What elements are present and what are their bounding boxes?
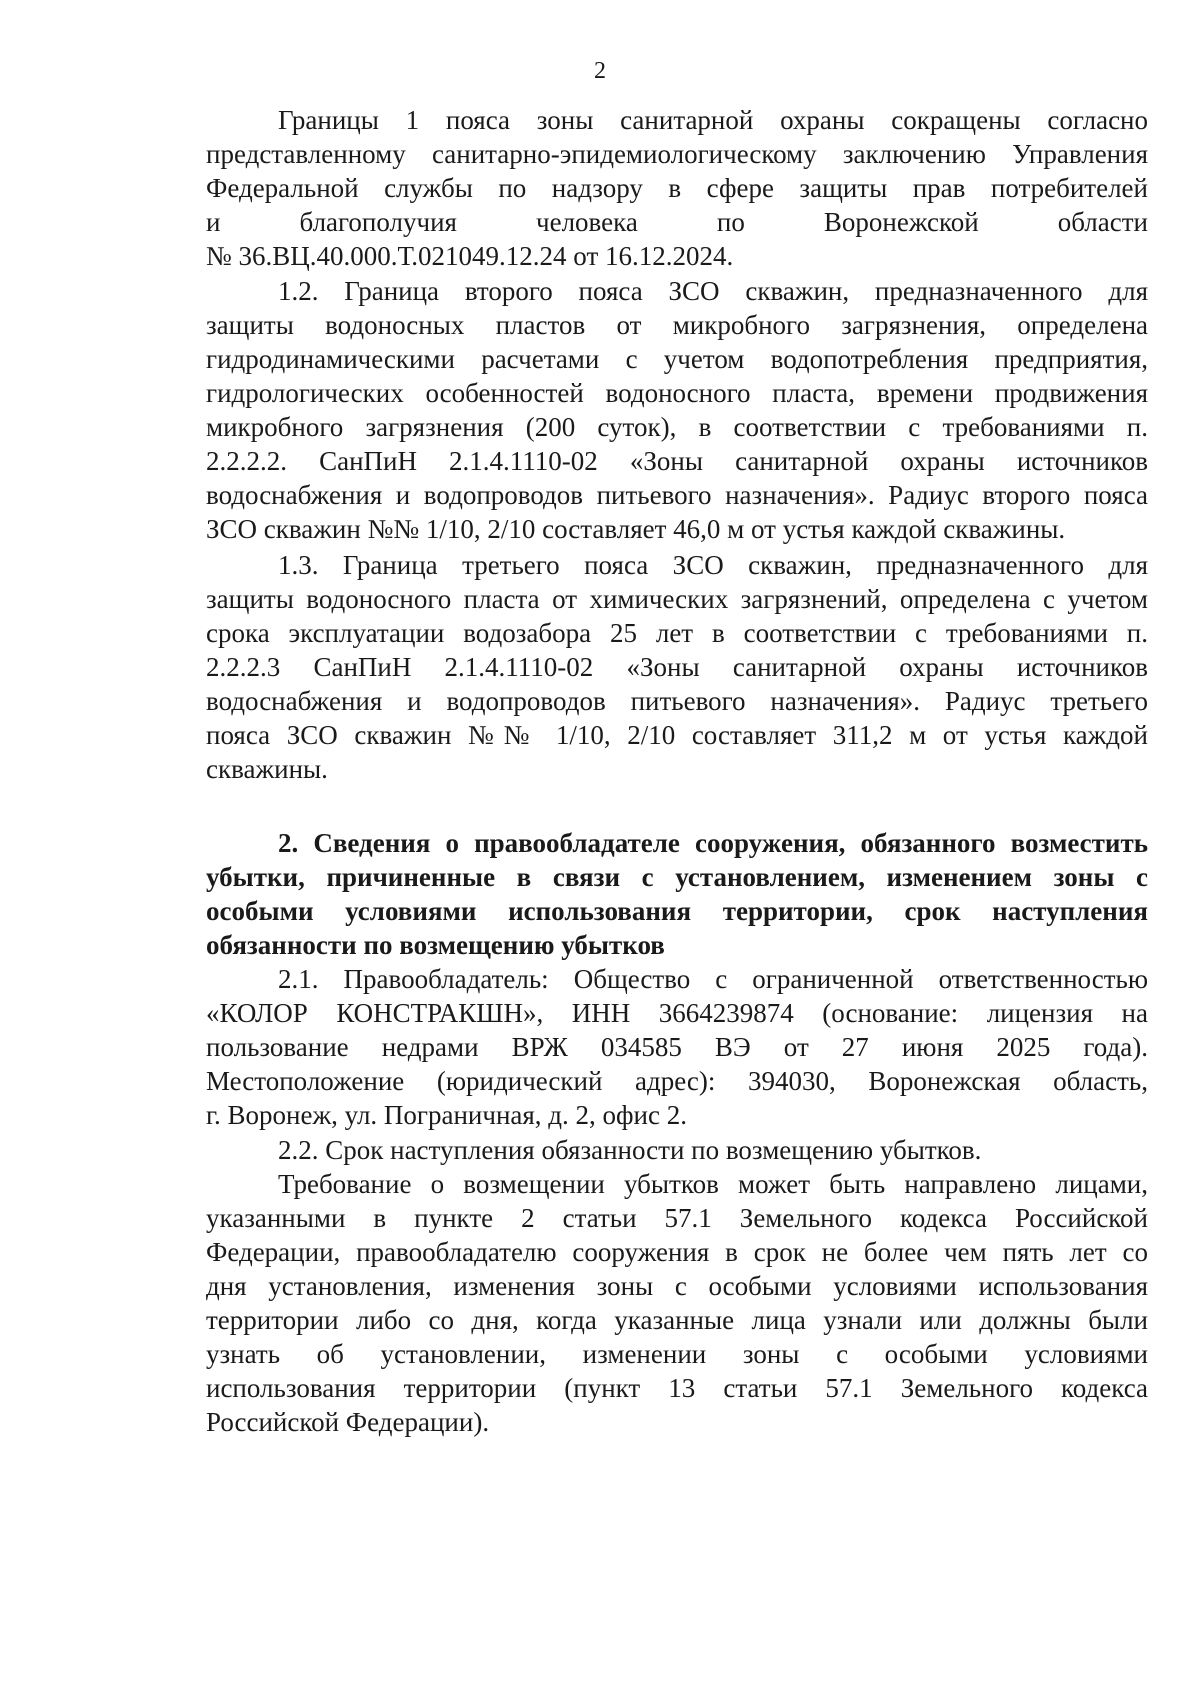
text-line: пояса ЗСО скважин №№ 1/10, 2/10 составляет 311,2 м от устья каждой: [206, 720, 1148, 750]
text-line: № 36.ВЦ.40.000.Т.021049.12.24 от 16.12.2024.: [206, 241, 734, 271]
text-line: ЗСО скважин №№ 1/10, 2/10 составляет 46,0 м от устья каждой скважины.: [206, 514, 1066, 544]
paragraph-requirement: [206, 1167, 1148, 1439]
text-line: гидрологических особенностей водоносного пласта, времени продвижения: [206, 378, 1148, 408]
text-line: гидродинамическими расчетами с учетом водопотребления предприятия,: [206, 344, 1148, 374]
heading-line: обязанности по возмещению убытков: [206, 930, 665, 960]
paragraph-1-2: [206, 274, 1148, 546]
text-line: 1.3. Граница третьего пояса ЗСО скважин, предназначенного для: [278, 550, 1148, 580]
section-2-heading: [206, 826, 1148, 962]
text-line: Требование о возмещении убытков может быть направлено лицами,: [278, 1169, 1148, 1199]
text-line: Федерации, правообладателю сооружения в срок не более чем пять лет со: [206, 1237, 1148, 1267]
text-line: Местоположение (юридический адрес): 394030, Воронежская область,: [206, 1066, 1148, 1096]
text-line: узнать об установлении, изменении зоны с особыми условиями: [206, 1339, 1148, 1369]
text-line: 2.2.2.3 СанПиН 2.1.4.1110-02 «Зоны санитарной охраны источников: [206, 652, 1148, 682]
heading-line: особыми условиями использования территории, срок наступления: [206, 896, 1148, 926]
text-line: Федеральной службы по надзору в сфере защиты прав потребителей: [206, 173, 1148, 203]
text-line: защиты водоносного пласта от химических загрязнений, определена с учетом: [206, 584, 1148, 614]
text-line: представленному санитарно-эпидемиологическому заключению Управления: [206, 139, 1148, 169]
text-line: водоснабжения и водопроводов питьевого назначения». Радиус второго пояса: [206, 480, 1148, 510]
heading-line: 2. Сведения о правообладателе сооружения, обязанного возместить: [278, 828, 1148, 858]
text-line: водоснабжения и водопроводов питьевого назначения». Радиус третьего: [206, 686, 1148, 716]
heading-line: убытки, причиненные в связи с установлением, изменением зоны с: [206, 862, 1148, 892]
paragraph-zone-1-boundaries: [206, 103, 1148, 273]
text-line: срока эксплуатации водозабора 25 лет в соответствии с требованиями п.: [206, 618, 1148, 648]
text-line: защиты водоносных пластов от микробного загрязнения, определена: [206, 310, 1148, 340]
text-line: г. Воронеж, ул. Пограничная, д. 2, офис 2.: [206, 1100, 687, 1130]
paragraph-1-3: [206, 548, 1148, 786]
text-line: указанными в пункте 2 статьи 57.1 Земельного кодекса Российской: [206, 1203, 1148, 1233]
text-line: и благополучия человека по Воронежской области: [206, 207, 1148, 237]
text-line: микробного загрязнения (200 суток), в соответствии с требованиями п.: [206, 412, 1148, 442]
text-line: использования территории (пункт 13 статьи 57.1 Земельного кодекса: [206, 1373, 1148, 1403]
text-line: дня установления, изменения зоны с особыми условиями использования: [206, 1271, 1148, 1301]
text-line: Границы 1 пояса зоны санитарной охраны сокращены согласно: [278, 105, 1148, 135]
text-line: Российской Федерации).: [206, 1407, 490, 1437]
text-line: «КОЛОР КОНСТРАКШН», ИНН 3664239874 (основание: лицензия на: [206, 998, 1148, 1028]
text-line: территории либо со дня, когда указанные лица узнали или должны были: [206, 1305, 1148, 1335]
page-number: 2: [594, 58, 606, 84]
text-line: 1.2. Граница второго пояса ЗСО скважин, предназначенного для: [278, 276, 1148, 306]
paragraph-2-2: [206, 1133, 1148, 1167]
text-line: 2.2.2.2. СанПиН 2.1.4.1110-02 «Зоны санитарной охраны источников: [206, 446, 1148, 476]
text-line: 2.1. Правообладатель: Общество с ограниченной ответственностью: [278, 964, 1148, 994]
text-line: 2.2. Срок наступления обязанности по возмещению убытков.: [278, 1135, 982, 1165]
text-line: пользование недрами ВРЖ 034585 ВЭ от 27 июня 2025 года).: [206, 1032, 1148, 1062]
text-line: скважины.: [206, 754, 328, 784]
paragraph-2-1: [206, 962, 1148, 1132]
